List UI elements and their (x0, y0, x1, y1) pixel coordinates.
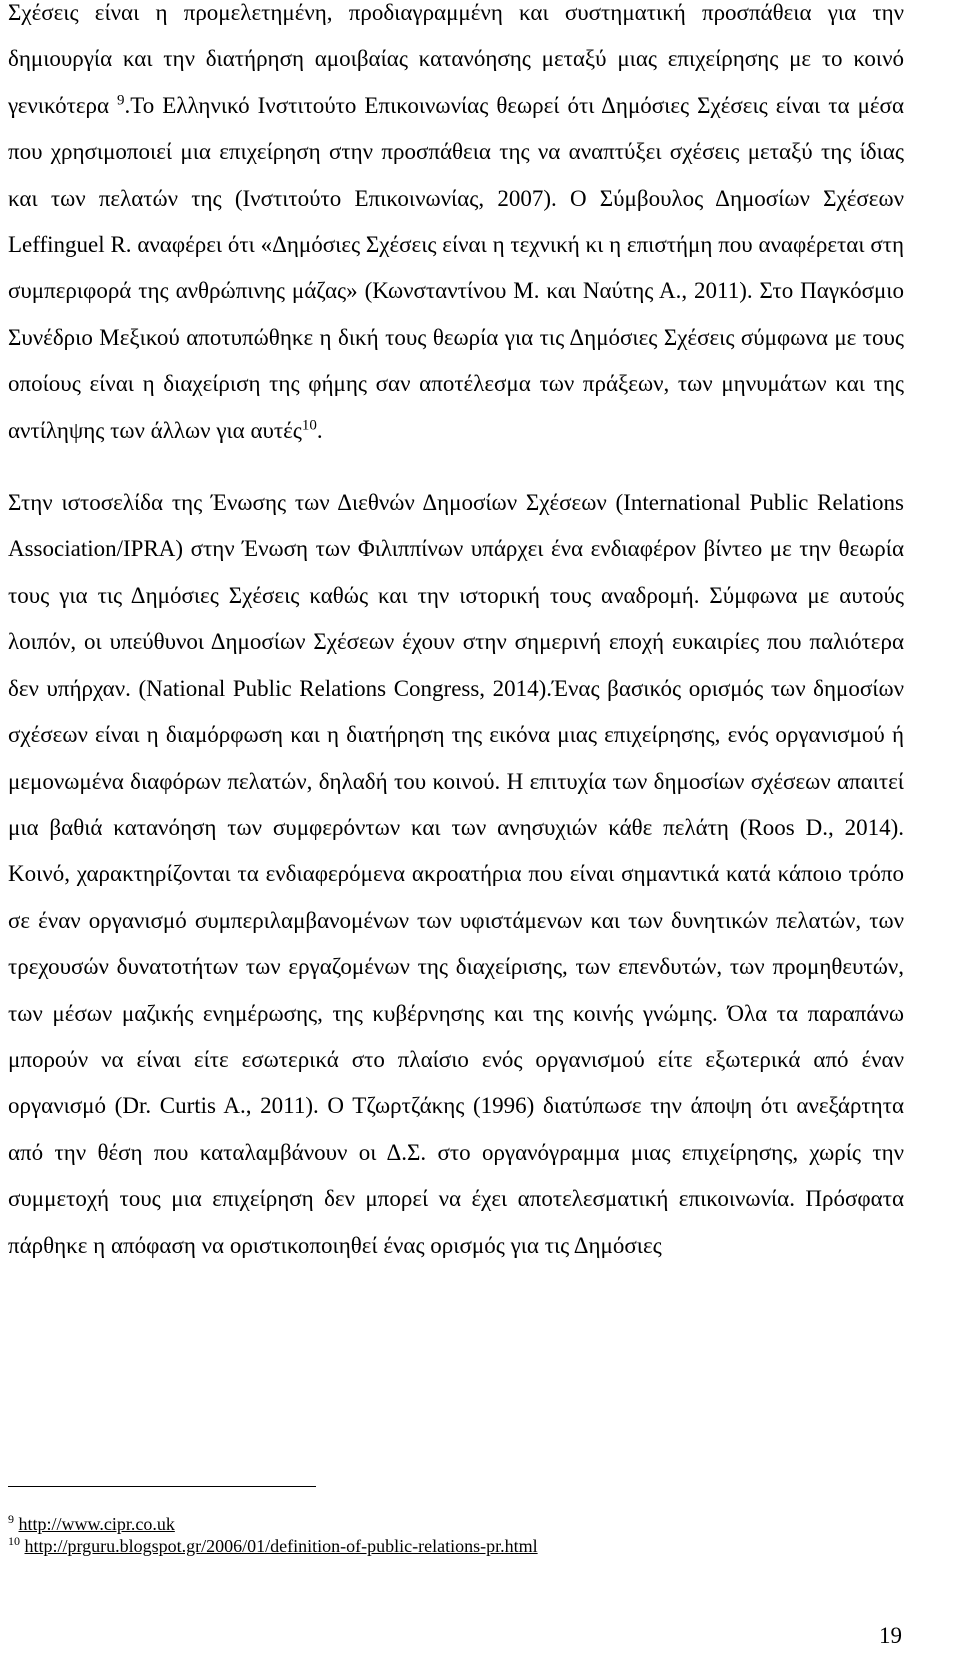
paragraph (8, 0, 904, 454)
page-number: 19 (879, 1623, 902, 1648)
footnote-number: 9 (8, 1512, 14, 1526)
footnote-reference: 10 (301, 417, 317, 433)
footnote-link[interactable]: http://www.cipr.co.uk (18, 1514, 175, 1534)
footnote (8, 1535, 908, 1557)
document-body (8, 0, 904, 1269)
footnote-separator (8, 1486, 316, 1487)
footnote-number: 10 (8, 1534, 20, 1548)
paragraph-text: .Το Ελληνικό Ινστιτούτο Επικοινωνίας θεωρεί ότι Δημόσιες Σχέσεις είναι τα μέσα που χρησιμοποιεί μια επιχείρηση στην προσπάθεια της να αναπτύξει σχέσεις μεταξύ της ίδιας και των πελατών της (Ινστιτούτο Επικοινωνίας, 2007). Ο Σύμβουλος Δημοσίων Σχέσεων Leffinguel R. αναφέρει ότι «Δημόσιες Σχέσεις είναι η τεχνική κι η επιστήμη που αναφέρεται στη συμπεριφορά της ανθρώπινης μάζας» (Κωνσταντίνου Μ. και Ναύτης Α., 2011). Στο Παγκόσμιο Συνέδριο Μεξικού αποτυπώθηκε η δική τους θεωρία για τις Δημόσιες Σχέσεις σύμφωνα με τους οποίους είναι η διαχείριση της φήμης σαν αποτέλεσμα των πράξεων, των μηνυμάτων και της αντίληψης των άλλων για αυτές (8, 92, 905, 443)
paragraph-text: . (316, 417, 323, 443)
footnote-reference: 9 (117, 92, 125, 109)
paragraph-text: Σχέσεις είναι η προμελετημένη, προδιαγραμμένη και συστηματική προσπάθεια για την δημιουργία και την διατήρηση αμοιβαίας κατανόησης μεταξύ μιας επιχείρησης με το κοινό γενικότερα (8, 0, 904, 118)
footnotes (8, 1513, 908, 1557)
paragraph: Στην ιστοσελίδα της Ένωσης των Διεθνών Δημοσίων Σχέσεων (International Public Relations Association/IPRA) στην Ένωση των Φιλιππίνων υπάρχει ένα ενδιαφέρον βίντεο με την θεωρία τους για τις Δημόσιες Σχέσεις καθώς και την ιστορική τους αναδρομή. Σύμφωνα με αυτούς λοιπόν, οι υπεύθυνοι Δημοσίων Σχέσεων έχουν στην σημερινή εποχή ευκαιρίες που παλιότερα δεν υπήρχαν. (National Public Relations Congress, 2014).Ένας βασικός ορισμός των δημοσίων σχέσεων είναι η διαμόρφωση και η διατήρηση της εικόνα μιας επιχείρησης, ενός οργανισμού ή μεμονωμένα διαφόρων πελατών, δηλαδή του κοινού. Η επιτυχία των δημοσίων σχέσεων απαιτεί μια βαθιά κατανόηση των συμφερόντων και των ανησυχιών κάθε πελάτη (Roos D., 2014). Κοινό, χαρακτηρίζονται τα ενδιαφερόμενα ακροατήρια που είναι σημαντικά κατά κάποιο τρόπο σε έναν οργανισμό συμπεριλαμβανομένων των υφιστάμενων και των δυνητικών πελατών, των τρεχουσών δυνατοτήτων των εργαζομένων της διαχείρισης, των επενδυτών, των προμηθευτών, των μέσων μαζικής ενημέρωσης, της κυβέρνησης και της κοινής γνώμης. Όλα τα παραπάνω μπορούν να είναι είτε εσωτερικά στο πλαίσιο ενός οργανισμού είτε εξωτερικά από έναν οργανισμό (Dr. Curtis A., 2011). Ο Τζωρτζάκης (1996) διατύπωσε την άποψη ότι ανεξάρτητα από την θέση που καταλαμβάνουν οι Δ.Σ. στο οργανόγραμμα μιας επιχείρησης, χωρίς την συμμετοχή τους μια επιχείρηση δεν μπορεί να έχει αποτελεσματική επικοινωνία. Πρόσφατα πάρθηκε η απόφαση να οριστικοποιηθεί ένας ορισμός για τις Δημόσιες (8, 490, 904, 1258)
footnote (8, 1513, 908, 1535)
footnote-link[interactable]: http://prguru.blogspot.gr/2006/01/definition-of-public-relations-pr.html (24, 1536, 538, 1556)
